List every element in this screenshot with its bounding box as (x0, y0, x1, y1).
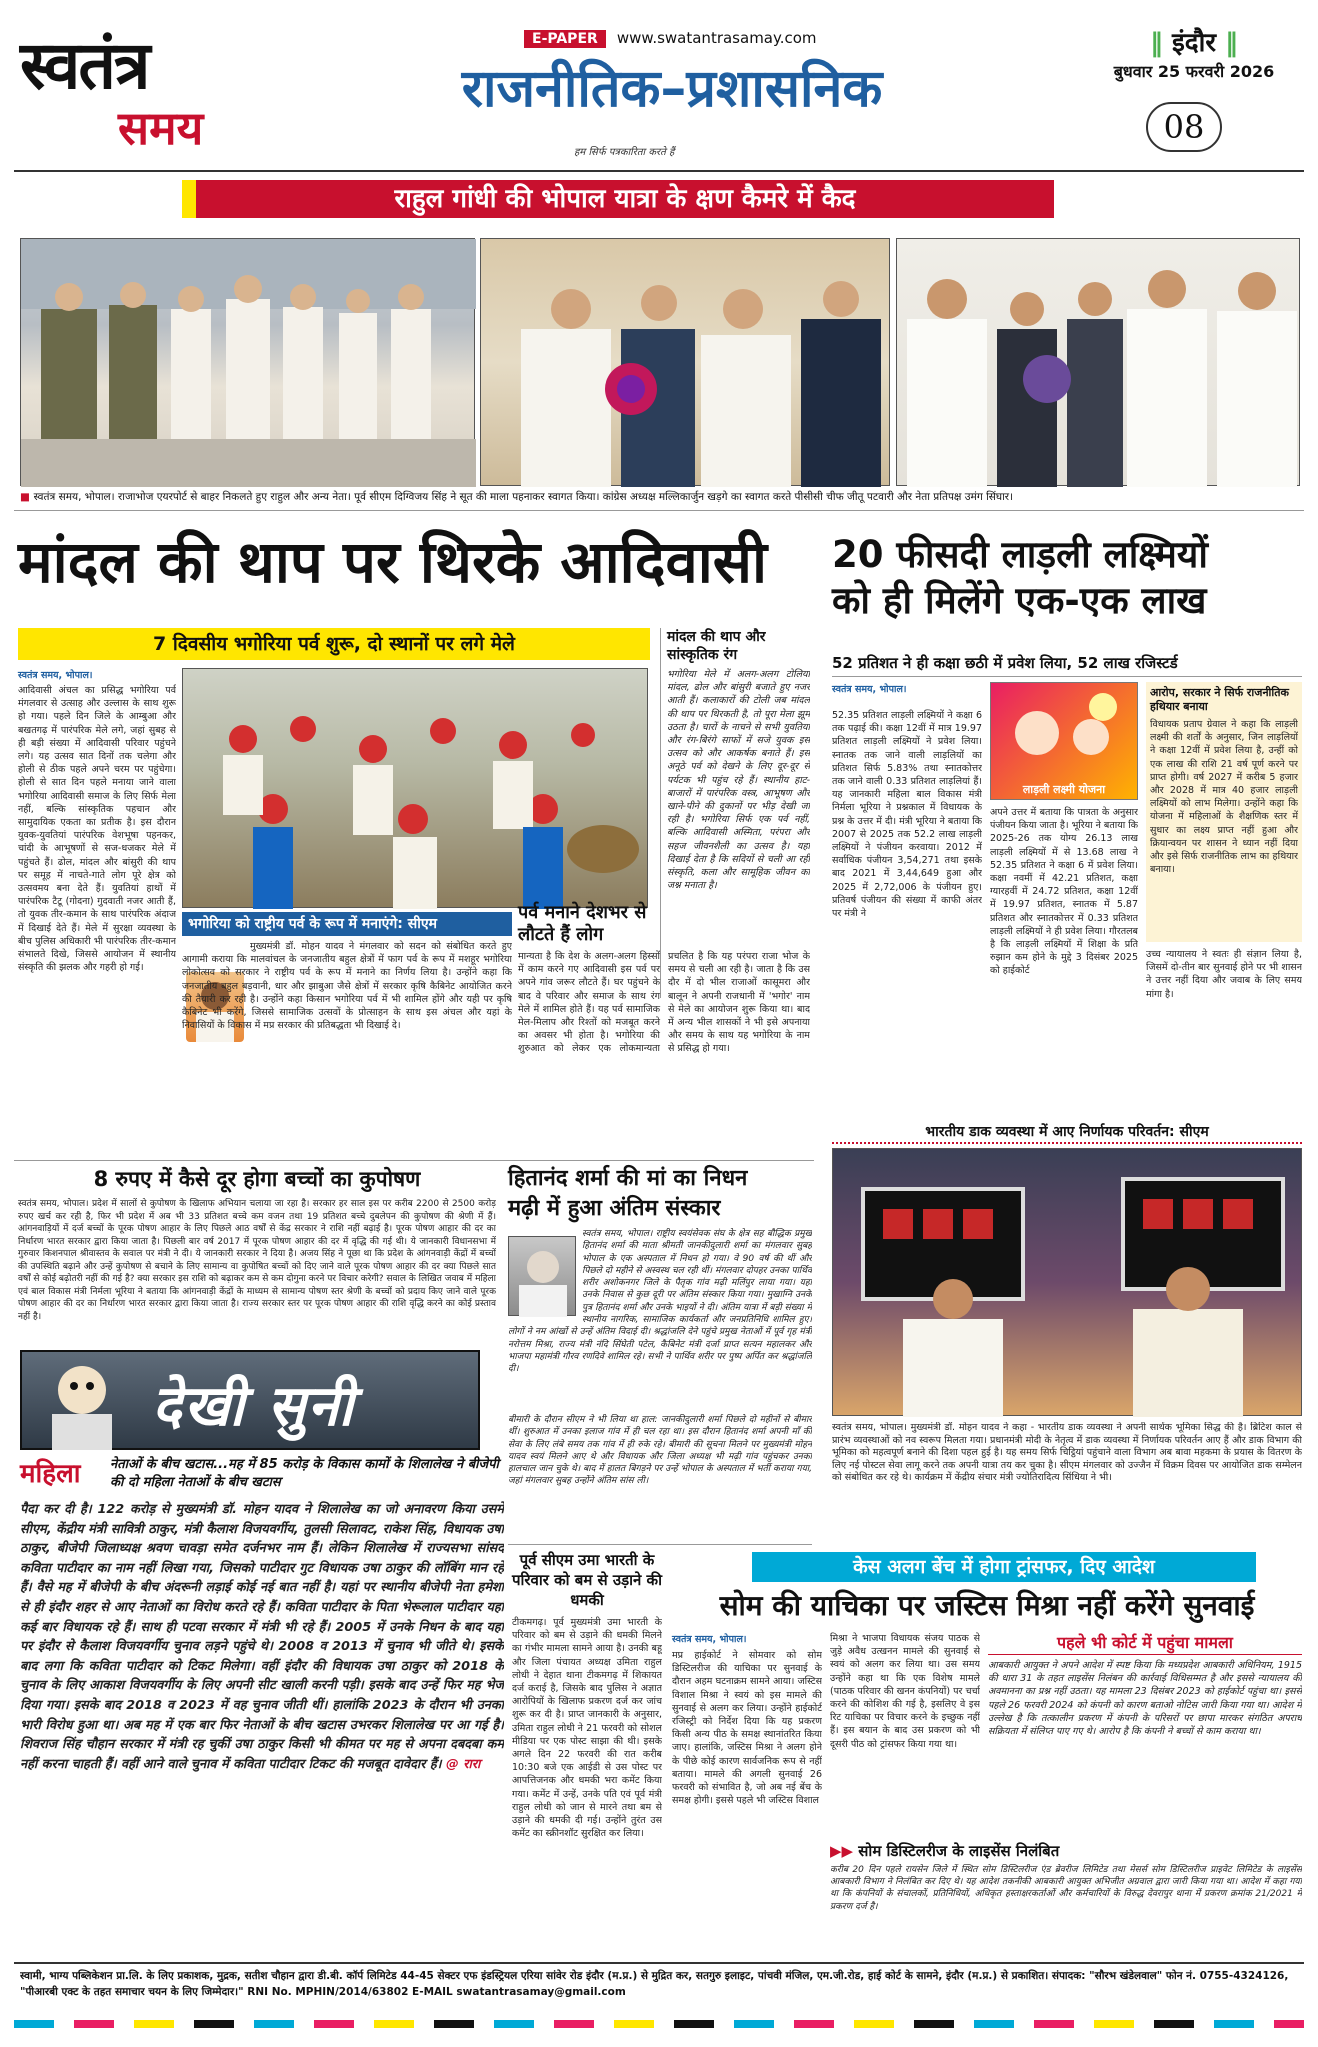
mandal-subhead: 7 दिवसीय भगोरिया पर्व शुरू, दो स्थानों पर लगे मेले (18, 628, 650, 660)
ladli-box (1146, 682, 1302, 942)
tagline: हम सिर्फ पत्रकारिता करते हैं (574, 147, 675, 158)
uma-body: टीकमगढ़। पूर्व मुख्यमंत्री उमा भारती के परिवार को बम से उड़ाने की धमकी मिलने का गंभीर मामला सामने आया है। उनकी बहू और जिला पंचायत अध्यक्ष उमिता राहुल लोधी ने देहात थाना टीकमगढ़ में शिकायत दर्ज कराई है, जिसके बाद पुलिस ने अज्ञात आरोपियों के खिलाफ प्रकरण दर्ज कर जांच शुरू कर दी है। प्राप्त जानकारी के अनुसार, उमिता राहुल लोधी ने 21 फरवरी को सोशल मीडिया पर एक पोस्ट साझा की थी। इसके अगले दिन 22 फरवरी की रात करीब 10:30 बजे एक आईडी से उस पोस्ट पर आपत्तिजनक और धमकी भरा कमेंट किया गया। कमेंट में उन्हें, उनके पति एवं पूर्व मंत्री राहुल लोधी को जान से मारने तथा बम से उड़ाने की धमकी दी गई। उन्होंने तुरंत उस कमेंट का स्क्रीनशॉट सुरक्षित कर लिया। (512, 1617, 662, 1840)
ladli-logo-illustration (991, 683, 1139, 779)
ladli-col1 (832, 682, 982, 1112)
color-bar (14, 2020, 1304, 2028)
mandal-headline: मांदल की थाप पर थिरके आदिवासी (18, 528, 767, 596)
brand-logo (20, 26, 290, 164)
uma-headline: पूर्व सीएम उमा भारती के परिवार को बम से उड़ाने की धमकी (512, 1551, 662, 1609)
ladli-headline-line2: को ही मिलेंगे एक-एक लाख (832, 579, 1207, 622)
cm-box (182, 912, 512, 1158)
som-sub-title: ▶▶ सोम डिस्टिलरीज के लाइसेंस निलंबित (830, 1842, 1060, 1860)
kuposhan-headline: 8 रुपए में कैसे दूर होगा बच्चों का कुपोषण (93, 1167, 421, 1191)
ladli-col3-body: उच्च न्यायालय ने स्वतः ही संज्ञान लिया है, जिसमें दो-तीन बार सुनवाई होने पर भी शासन ने उत्तर नहीं दिया और जवाब के लिए समय मांगा है। (1146, 949, 1302, 1000)
ladli-subhead: 52 प्रतिशत ने ही कक्षा छठी में प्रवेश लिया, 52 लाख रजिस्टर्ड (832, 654, 1178, 672)
som-col2-body: मिश्रा ने भाजपा विधायक संजय पाठक से जुड़े अवैध उत्खनन मामले की सुनवाई से स्वयं को अलग कर लिया था। उस समय उन्होंने कहा था कि एक विशेष मामले (पाठक परिवार की खनन कंपनियों) पर चर्चा करने की कोशिश की गई है, इसलिए वे इस रिट याचिका पर विचार करने के इच्छुक नहीं हैं। इस बयान के बाद उस प्रकरण को भी दूसरी पीठ को ट्रांसफर किया गया था। (830, 1633, 980, 1750)
parv-body: मान्यता है कि देश के अलग-अलग हिस्सों में काम करने गए आदिवासी इस पर्व पर अपने गांव जरूर लौटते हैं। घर पहुंचने के बाद वे परिवार और समाज के साथ रंग मेले में शामिल होते हैं। यह पर्व सामाजिक मेल-मिलाप और रिश्तों को मजबूत करने का अवसर भी होता है। भगोरिया की शुरुआत को लेकर एक लोकमान्यता प्रचलित है कि यह परंपरा राजा भोज के समय से चली आ रही है। जाता है कि उस दौर में दो भील राजाओं कासूमरा और बालून ने अपनी राजधानी में 'भगोर' नाम से मेले का आयोजन शुरू किया था। बाद में अन्य भील शासकों ने भी इसे अपनाया और समय के साथ यह भगोरिया के नाम से प्रसिद्ध हो गया। (518, 951, 810, 1055)
ladli-headline-line1: 20 फीसदी लाड़ली लक्ष्मियों (832, 533, 1208, 576)
photo-caption: ■ स्वतंत्र समय, भोपाल। राजाभोज एयरपोर्ट से बाहर निकलते हुए राहुल और अन्य नेता। पूर्व सीएम दिग्विजय सिंह ने सूत की माला पहनाकर स्वागत किया। कांग्रेस अध्यक्ष मल्लिकार्जुन खड़गे का स्वागत करते पीसीसी चीफ जीतू पटवारी और नेता प्रतिपक्ष उमंग सिंघार। (20, 491, 1014, 503)
dekhi-suni-figure-icon (28, 1354, 138, 1450)
dak-caption: स्वतंत्र समय, भोपाल। मुख्यमंत्री डॉ. मोहन यादव ने कहा - भारतीय डाक व्यवस्था ने अपनी सार्थक भूमिका सिद्ध की है। ब्रिटिश काल से प्रारंभ व्यवस्थाओं को नव स्वरूप मिलता गया। प्रधानमंत्री मोदी के नेतृत्व में डाक व्यवस्था में निर्णायक परिवर्तन आए हैं और डाक विभाग की भूमिका को महत्वपूर्ण बनाने की दिशा पहल हुई है। यह समय सिर्फ चिट्ठियां पहुंचाने वाला विभाग अब बावा महकमा के प्रयास के वितरण के लिए नई पोस्टल सेवा लागू करने तक अपनी यात्रा तय कर चुका है। सीएम मंगलवार को उज्जैन में विक्रम दिवस पर आयोजित डाक सम्मेलन को संबोधित कर रहे थे। कार्यक्रम में केंद्रीय संचार मंत्री ज्योतिरादित्य सिंधिया ने भी। (832, 1422, 1302, 1484)
festival-illustration (183, 669, 649, 909)
cm-box-title: भगोरिया को राष्ट्रीय पर्व के रूप में मनाएंगे: सीएम (182, 912, 512, 936)
photo-rahul-airport (20, 238, 475, 486)
nidhan-section (508, 1164, 812, 1540)
side-box-body: भगोरिया मेले में अलग-अलग टोलियां मांदल, ढोल और बांसुरी बजाते हुए नजर आती हैं। कलाकारों की टोली जब मांदल की थाप पर थिरकती है, तो पूरा मेला झूम उठता है। चारों के नाचने से सभी युवतियां और रंग-बिरंगे साफों में सजे युवक इस उत्सव को और आकर्षक बनाते हैं। इस अनूठे पर्व को देखने के लिए दूर-दूर से पर्यटक भी पहुंच रहे हैं। स्थानीय हाट-बाजारों में पारंपरिक वस्त्र, आभूषण और खाने-पीने की दुकानों पर भीड़ देखी जा रही है। भगोरिया सिर्फ एक पर्व नहीं, बल्कि आदिवासी अस्मिता, परंपरा और सहज जीवनशैली का उत्सव है। यहां दिखाई देता है कि सदियों से चली आ रही संस्कृति, कला और सामूहिक जीवन का जश्न मनाता है। (667, 669, 810, 892)
dekhi-lead: नेताओं के बीच खटास...मह में 85 करोड़ के विकास कामों के शिलालेख ने बीजेपी की दो महिला नेताओं के बीच खटास (110, 1457, 499, 1490)
dekhi-body: पैदा कर दी है। 122 करोड़ से मुख्यमंत्री डॉ. मोहन यादव ने शिलालेख का जो अनावरण किया उसमें सीएम, केंद्रीय मंत्री सावित्री ठाकुर, मंत्री कैलाश विजयवर्गीय, तुलसी सिलावट, राकेश सिंह, विधायक उषा ठाकुर, बीजेपी जिलाध्यक्ष श्रवण चावड़ा समेत दर्जनभर नाम हैं। लेकिन शिलालेख में राज्यसभा सांसद कविता पाटीदार का नाम नहीं लिखा गया, जिसको पाटीदार गुट विधायक उषा ठाकुर की लॉबिंग मान रहे हैं। वैसे मह में बीजेपी के बीच अंदरूनी लड़ाई कोई नई बात नहीं है। यहां पर स्थानीय बीजेपी नेता हमेशा से ही इंदौर शहर से आए नेताओं का विरोध करते रहे हैं। कविता पाटीदार के पिता भेरूलाल पाटीदार यहां कई बार विधायक रहे हैं। साथ ही पटवा सरकार में मंत्री भी रहे हैं। 2005 में उनके निधन के बाद यहां पर इंदौर से कैलाश विजयवर्गीय चुनाव लड़ने पहुंचे थे। 2008 व 2013 में चुनाव भी जीते थे। इसके बाद लगा कि कविता पाटीदार को टिकट मिलेगा। वहीं इंदौर की विधायक उषा ठाकुर को 2018 के चुनाव के लिए आकाश विजयवर्गीय के लिए अपनी सीट खाली करनी पड़ी। इसके बाद उन्हें फिर मह भेज दिया गया। इसके बाद 2018 व 2023 में वह चुनाव जीती थीं। हालांकि 2023 के दौरान भी उनका भारी विरोध हुआ था। अब मह में एक बार फिर नेताओं के बीच खटास उभरकर शिलालेख पर आ गई है। शिवराज सिंह चौहान सरकार में मंत्री रह चुकीं उषा ठाकुर किसी भी कीमत पर मह से अपना दबदबा कम नहीं करना चाहती हैं। वहीं आने वाले चुनाव में कविता पाटीदार टिकट की मजबूत दावेदार हैं। @ रारा (20, 1502, 504, 1772)
som-subsection (830, 1840, 1302, 1960)
dekhi-suni-section (20, 1456, 504, 1894)
dak-event-illustration (833, 1149, 1303, 1417)
som-headline: सोम की याचिका पर जस्टिस मिश्रा नहीं करेंगे सुनवाई (719, 1589, 1255, 1622)
som-col1-body: मप्र हाईकोर्ट ने सोमवार को सोम डिस्टिलरीज की याचिका पर सुनवाई के दौरान अहम घटनाक्रम सामने आया। जस्टिस विशाल मिश्रा ने स्वयं को इस मामले की सुनवाई से अलग कर लिया। उन्होंने हाईकोर्ट रजिस्ट्री को निर्देश दिया कि यह प्रकरण किसी अन्य पीठ के समक्ष स्थानांतरित किया जाए। हालांकि, जस्टिस मिश्रा ने अलग होने के पीछे कोई कारण सार्वजनिक रूप से नहीं बताया। मामले की अगली सुनवाई 26 फरवरी को संभावित है, जो अब नई बेंच के समक्ष होगी। इससे पहले भी जस्टिस विशाल (672, 1650, 822, 1807)
ladli-box-body: विधायक प्रताप ग्रेवाल ने कहा कि लाड़ली लक्ष्मी की शर्तों के अनुसार, जिन लाड़लियों ने कक्षा 12वीं में प्रवेश लिया है, उन्हीं को एक लाख की राशि 21 वर्ष पूर्ण करने पर प्राप्त होगी। वर्ष 2027 में करीब 5 हजार और 2028 में मात्र 40 हजार लाड़ली लक्ष्मियों को लाभ मिलेगा। उन्होंने कहा कि योजना में महिलाओं के शैक्षणिक स्तर में सुधार का लक्ष्य प्राप्त नहीं हुआ और क्रियान्वयन पर शासन ने ध्यान नहीं दिया और इसे सिर्फ राजनीतिक लाभ का हथियार बनाया। (1150, 719, 1298, 876)
mandal-text-col (18, 668, 176, 1158)
nidhan-headline-line2: मढ़ी में हुआ अंतिम संस्कार (508, 1196, 721, 1221)
kharge-illustration (897, 239, 1301, 487)
issue-date: बुधवार 25 फरवरी 2026 (1113, 62, 1275, 81)
photo-dak-event (832, 1148, 1302, 1416)
kuposhan-body: स्वतंत्र समय, भोपाल। प्रदेश में सालों से कुपोषण के खिलाफ अभियान चलाया जा रहा है। सरकार हर साल इस पर करीब 2200 से 2500 करोड़ रुपए खर्च कर रही है, फिर भी प्रदेश में अब भी 33 प्रतिशत बच्चे कम वजन तथा 19 प्रतिशत बच्चे दुबलेपन की कुपोषण की श्रेणी में हैं। आंगनवाड़ियों में दर्ज बच्चों के पूरक पोषण आहार के लिए पिछले आठ वर्षों से केंद्र सरकार ने राशि नहीं बढ़ाई है। पूरक पोषण आहार की दर का निर्धारण भारत सरकार द्वारा किया जाता है। पिछली बार वर्ष 2017 में पूरक पोषण आहार की दर में वृद्धि की गई थी। ये जानकारी विधानसभा में गुरुवार किशनपाल श्रीवास्तव के सवाल पर मंत्री ने दी। ये जानकारी सरकार ने दिया है। अजय सिंह ने पूछा था कि प्रदेश के आंगनवाड़ी केंद्रों में बच्चों की उपस्थिति बढ़ाने और उन्हें कुपोषण से बचाने के लिए सामान्य वा कुपोषित बच्चों को दिए जाने वाले पूरक पोषण आहार की दर क्या पिछले सात वर्षों से कोई बढ़ोतरी नहीं की गई है? क्या सरकार इस राशि को बढ़ाकर कम से कम दोगुना करने पर विचार करेगी? सवाल के लिखित जवाब में महिला एवं बाल विकास मंत्री निर्मला भूरिया ने बताया कि आंगनवाड़ी केंद्रों के माध्यम से सामान्य पोषण स्तर श्रेणी के बच्चों को प्रदाय किए जाने वाले पूरक पोषण आहार की दर का निर्धारण भारत सरकार द्वारा किया जाता है। राज्य सरकार स्तर पर पूरक पोषण आहार की राशि वृद्धि करने का कोई प्रस्ताव नहीं है। (18, 1199, 496, 1322)
dak-headline: भारतीय डाक व्यवस्था में आए निर्णायक परिवर्तन: सीएम (832, 1122, 1302, 1144)
photo-kharge-welcome (896, 238, 1300, 486)
photo-banner-title: राहुल गांधी की भोपाल यात्रा के क्षण कैमरे में कैद (182, 180, 1054, 218)
page-number: 08 (1146, 102, 1222, 152)
section-title: राजनीतिक–प्रशासनिक (461, 59, 883, 119)
welcome-illustration (481, 239, 891, 487)
uma-section (512, 1550, 662, 1890)
mandal-dateline: स्वतंत्र समय, भोपाल। (18, 670, 93, 681)
ladli-box-title: आरोप, सरकार ने सिर्फ राजनीतिक हथियार बनाया (1150, 686, 1289, 713)
nidhan-body-2: बीमारी के दौरान सीएम ने भी लिया था हाल: जानकीदुलारी शर्मा पिछले दो महीनों से बीमार थीं। शुरुआत में उनका इलाज गांव में ही चल रहा था। इस दौरान हितानंद शर्मा अपनी माँ की सेवा के लिए लंबे समय तक गांव में ही रुके रहे। बीमारी की सूचना मिलने पर मुख्यमंत्री मोहन यादव स्वयं मिलने आए थे और विधायक और जिला अध्यक्ष भी मढ़ी गांव पहुंचकर उनका हालचाल जान चुके थे। बाद में हालत बिगड़ने पर उन्हें भोपाल के अस्पताल में भर्ती कराया गया, जहां मंगलवार सुबह उन्होंने अंतिम सांस ली। (508, 1415, 812, 1487)
som-box-body: आबकारी आयुक्त ने अपने आदेश में स्पष्ट किया कि मध्यप्रदेश आबकारी अधिनियम, 1915 की धारा 31 के तहत लाइसेंस निलंबन की कार्रवाई विधिसम्मत है और इससे न्यायालय की अवमानना का प्रश्न नहीं उठता। यह मामला 23 दिसंबर 2023 को हाईकोर्ट पहुंचा था। इससे पहले 26 फरवरी 2024 को कंपनी को कारण बताओ नोटिस जारी किया गया था। आदेश में उल्लेख है कि तत्कालीन प्रकरण में कंपनी के परिसरों पर छापा मारकर संगठित अपराध सक्रियता में संलिप्त पाए गए थे। आरोप है कि कंपनी ने बच्चों से काम कराया था। (988, 1660, 1302, 1738)
header-rule (14, 170, 1304, 172)
ladli-headline (832, 532, 1302, 624)
som-dateline: स्वतंत्र समय, भोपाल। (672, 1634, 747, 1645)
kuposhan-section (18, 1164, 496, 1340)
city-label: ‖ इंदौर ‖ (1149, 28, 1239, 58)
som-box-title: पहले भी कोर्ट में पहुंचा मामला (988, 1632, 1302, 1655)
crowd-illustration (21, 239, 476, 487)
ladli-dateline: स्वतंत्र समय, भोपाल। (832, 684, 907, 695)
parv-section (518, 902, 810, 1158)
ladli-col2-body: अपने उत्तर में बताया कि पात्रता के अनुसार पंजीयन किया जाता है। भूरिया ने बताया कि 2025-26 तक योग्य 26.13 लाख लाड़ली लक्ष्मियों में से 13.68 लाख ने 52.35 प्रतिशत ने कक्षा 6 में प्रवेश लिया। कक्षा नवमीं में 42.21 प्रतिशत, कक्षा ग्यारहवीं में 24.72 प्रतिशत, कक्षा 12वीं में 19.97 प्रतिशत, स्नातक में 5.87 प्रतिशत और स्नातकोत्तर में 0.33 प्रतिशत लाड़ली लक्ष्मियों ने ही प्रवेश लिया। गौरतलब है कि लाड़ली लक्ष्मियों में शिक्षा के प्रति रुझान कम होने के मुद्दे 3 दिसंबर 2025 को हाईकोर्ट (990, 807, 1138, 977)
photo-digvijay-welcome (480, 238, 890, 486)
website-link[interactable]: www.swatantrasamay.com (616, 29, 817, 47)
ladli-col1-body: 52.35 प्रतिशत लाड़ली लक्ष्मियों ने कक्षा 6 तक पढ़ाई की। कक्षा 12वीं में मात्र 19.97 प्रतिशत लाड़ली लक्ष्मियों ने प्रवेश लिया। स्नातक तक जाने वाली लाड़लियों का प्रतिशत सिर्फ 5.83% तथा स्नातकोत्तर तक जाने वाली 0.33 प्रतिशत लाड़लियां हैं। यह जानकारी महिला बाल विकास मंत्री निर्मला भूरिया ने प्रश्नकाल में विधायक के प्रश्न के उत्तर में दी। मंत्री भूरिया ने बताया कि 2007 से 2025 तक 52.2 लाख लाड़ली लक्ष्मियों ने पंजीयन करवाया। 2012 में सर्वाधिक पंजीयन 3,54,271 तथा इसके बाद 2021 में 3,44,649 हुआ और 2025 में 2,72,006 के पंजीयन हुए। प्रतिवर्ष पंजीयन की संख्या में काफी अंतर पर मंत्री ने (832, 710, 982, 920)
ladli-logo-text: लाड़ली लक्ष्मी योजना (1022, 783, 1106, 796)
footer-imprint: स्वामी, भाग्य पब्लिकेशन प्रा.लि. के लिए प्रकाशक, मुद्रक, सतीश चौहान द्वारा डी.बी. कॉर्प लिमिटेड 44-45 सेक्टर एफ इंडस्ट्रियल एरिया सांवेर रोड इंदौर (म.प्र.) से मुद्रित कर, सतगुरु इलाइट, पांचवी मंजिल, एम.जी.रोड, हाई कोर्ट के सामने, इंदौर (म.प्र.) से प्रकाशित। संपादक: "सौरभ खंडेलवाल" फोन नं. 0755-4324126, "पीआरबी एक्ट के तहत समाचार चयन के लिए जिम्मेदार।" RNI No. MPHIN/2014/63802 E-MAIL swatantrasamay@gmail.com (20, 1970, 1289, 1998)
dak-section (832, 1122, 1302, 1520)
nidhan-body: स्वतंत्र समय, भोपाल। राष्ट्रीय स्वयंसेवक संघ के क्षेत्र सह बौद्धिक प्रमुख हितानंद शर्मा की माता श्रीमती जानकीदुलारी शर्मा का मंगलवार सुबह भोपाल के एक अस्पताल में निधन हो गया। वे 90 वर्ष की थीं और पिछले दो महीने से अस्वस्थ चल रही थीं। मंगलवार दोपहर उनका पार्थिव शरीर अशोकनगर जिले के पैतृक गांव मढ़ी मलिंपुर लाया गया। यहां उनके निवास से कुछ दूरी पर अंतिम संस्कार किया गया। मुखाग्नि उनके पुत्र हितानंद शर्मा और उनके भाइयों ने दी। अंतिम यात्रा में बड़ी संख्या में स्थानीय नागरिक, सामाजिक कार्यकर्ता और जनप्रतिनिधि शामिल हुए। लोगों ने नम आंखों से उन्हें अंतिम विदाई दी। श्रद्धांजलि देने पहुंचे प्रमुख नेताओं में पूर्व गृह मंत्री नरोत्तम मिश्रा, राज्य मंत्री नंदि सिंघेती पटेल, कैबिनेट मंत्री दर्जा प्राप्त सत्यन महालकर और भाजपा महामंत्री गौरव रणदिवे शामिल रहे। सभी ने पार्थिव शरीर पर पुष्प अर्पित कर श्रद्धांजलि दी। (508, 1229, 812, 1375)
som-box (988, 1632, 1302, 1834)
dekhi-byline: @ रारा (446, 1756, 481, 1772)
som-banner: केस अलग बेंच में होगा ट्रांसफर, दिए आदेश (752, 1552, 1256, 1582)
dekhi-suni-logo (20, 1350, 480, 1450)
nidhan-headline-line1: हितानंद शर्मा की मां का निधन (508, 1166, 748, 1191)
som-col1 (672, 1632, 822, 1890)
som-sub-body: करीब 20 दिन पहले रायसेन जिले में स्थित सोम डिस्टिलरीज एंड ब्रेवरीज लिमिटेड तथा मेसर्स सोम डिस्टिलरीज प्राइवेट लिमिटेड के लाइसेंस आबकारी विभाग ने निलंबित कर दिए थे। यह आदेश तकनीकी आबकारी आयुक्त अभिजीत अग्रवाल द्वारा जारी किया गया था। आदेश में कहा गया था कि कंपनियों के संचालकों, प्रतिनिधियों, अधिकृत हस्ताक्षरकर्ताओं और कर्मचारियों के विरुद्ध देवरापुर थाना में प्रकरण क्रमांक 21/2021 में प्रकरण दर्ज है। (830, 1865, 1302, 1912)
side-box-title: मांदल की थाप और सांस्कृतिक रंग (667, 629, 766, 663)
parv-headline: पर्व मनाने देशभर से लौटते हैं लोग (518, 902, 647, 945)
brand-line1: स्वतंत्र (20, 26, 149, 104)
brand-line2: समय (118, 101, 204, 155)
epaper-label: E-PAPER (524, 30, 606, 48)
masthead (14, 20, 1304, 170)
ladli-logo (990, 682, 1138, 800)
dekhi-tag: महिला (20, 1459, 81, 1489)
photo-bhagoriya-festival (182, 668, 648, 908)
dekhi-suni-logo-text: देखी सुनी (152, 1373, 355, 1439)
cm-box-body: मुख्यमंत्री डॉ. मोहन यादव ने मंगलवार को सदन को संबोधित करते हुए आगामी कराया कि मालवांचल के जनजातीय बहुल क्षेत्रों में फाग पर्व के रूप में मशहूर भगोरिया लोकोत्सव को सरकार ने राष्ट्रीय पर्व के रूप में मनाने का निर्णय लिया है। उन्होंने कहा कि जनजातीय बहुल बड़वानी, धार और झाबुआ जैसे क्षेत्रों में सरकार कृषि कैबिनेट आयोजित करने की तैयारी कर रही है। उन्होंने कहा किसान भगोरिया पर्व में भी शामिल होंगे और यही पर कृषि कैबिनेट भी करेंगे, जिससे सामाजिक उत्सवों के प्रोत्साहन के साथ इस अंचल और यहां के निवासियों के विकास में मप्र सरकार की प्रतिबद्धता भी दिखाई दे। (182, 941, 512, 1032)
mandal-body: आदिवासी अंचल का प्रसिद्ध भगोरिया पर्व मंगलवार से उत्साह और उल्लास के साथ शुरू हो गया। पहले दिन जिले के आम्बुआ और बखतगढ़ में पारंपरिक मेले लगे, जहां सुबह से ही बड़ी संख्या में आदिवासी परिवार पहुंचने लगे। यह उत्सव सात दिनों तक चलेगा और होली से ठीक पहले अपने चरम पर पहुंचेगा। होली से सात दिन पहले मनाया जाने वाला भगोरिया आदिवासी समाज के लिए सिर्फ मेला नहीं, बल्कि सांस्कृतिक पहचान और सामुदायिक एकता का प्रतीक है। इस दौरान युवक-युवतियां पारंपरिक वेशभूषा पहनकर, चांदी के आभूषणों से सज-धजकर मेले में पहुंचते हैं। ढोल, मांदल और बांसुरी की थाप पर समूह में नाचते-गाते लोग पूरे क्षेत्र को उत्सवमय बना देते हैं। युवतियां हाथों में पारंपरिक टैटू (गोदना) गुदवाती नजर आती हैं, तो युवक तीर-कमान के साथ पारंपरिक अंदाज में दिखाई देते हैं। मेले में सुरक्षा व्यवस्था के बीच पुलिस अधिकारी भी पारंपरिक तीर-कमान संभालते दिखे, जिससे आयोजन में स्थानीय संस्कृति की झलक और गहरी हो गई। (18, 685, 176, 974)
photo-strip (20, 224, 1300, 486)
